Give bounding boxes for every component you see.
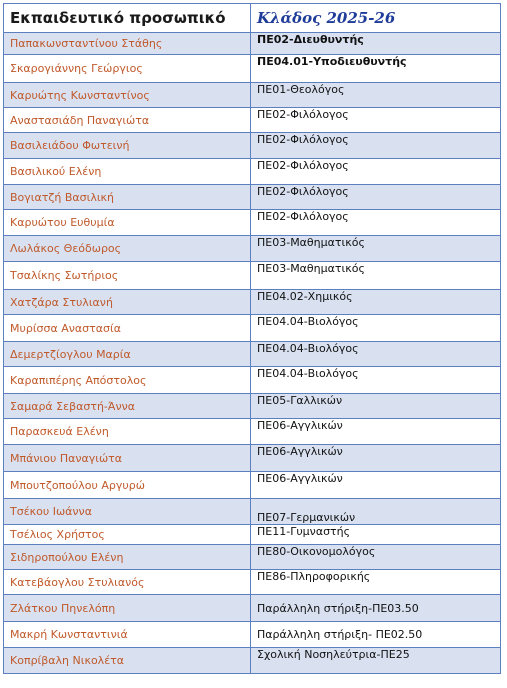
staff-specialty: ΠΕ86-Πληροφορικής — [251, 570, 501, 595]
staff-name: Βογιατζή Βασιλική — [4, 185, 251, 210]
staff-name: Κατεβάογλου Στυλιανός — [4, 570, 251, 595]
staff-specialty: ΠΕ04.04-Βιολόγος — [251, 315, 501, 342]
staff-name: Λωλάκος Θεόδωρος — [4, 236, 251, 262]
staff-body — [4, 33, 501, 674]
table-row — [4, 55, 501, 83]
staff-name: Μυρίσσα Αναστασία — [4, 315, 251, 342]
table-row — [4, 83, 501, 108]
staff-name: Χατζάρα Στυλιανή — [4, 290, 251, 315]
header-specialty: Κλάδος 2025-26 — [251, 4, 501, 33]
staff-name: Σιδηροπούλου Ελένη — [4, 545, 251, 570]
staff-specialty: ΠΕ06-Αγγλικών — [251, 472, 501, 499]
staff-specialty: ΠΕ02-Φιλόλογος — [251, 159, 501, 185]
staff-name: Τσέκου Ιωάννα — [4, 499, 251, 525]
table-row — [4, 545, 501, 570]
staff-name: Καρυώτης Κωνσταντίνος — [4, 83, 251, 108]
staff-specialty: ΠΕ06-Αγγλικών — [251, 419, 501, 445]
header-name: Εκπαιδευτικό προσωπικό — [4, 4, 251, 33]
staff-specialty: ΠΕ07-Γερμανικών — [251, 499, 501, 525]
table-row — [4, 499, 501, 525]
staff-specialty: ΠΕ04.04-Βιολόγος — [251, 342, 501, 367]
table-row — [4, 472, 501, 499]
staff-specialty: ΠΕ05-Γαλλικών — [251, 394, 501, 419]
staff-specialty: ΠΕ02-Φιλόλογος — [251, 185, 501, 210]
staff-specialty: Σχολική Νοσηλεύτρια-ΠΕ25 — [251, 648, 501, 674]
table-row — [4, 622, 501, 648]
staff-specialty: ΠΕ06-Αγγλικών — [251, 445, 501, 472]
staff-specialty: ΠΕ02-Διευθυντής — [251, 33, 501, 55]
table-row — [4, 133, 501, 159]
table-row — [4, 236, 501, 262]
staff-name: Τσαλίκης Σωτήριος — [4, 262, 251, 290]
staff-name: Τσέλιος Χρήστος — [4, 525, 251, 545]
staff-name: Βασιλειάδου Φωτεινή — [4, 133, 251, 159]
table-row — [4, 648, 501, 674]
staff-name: Παρασκευά Ελένη — [4, 419, 251, 445]
staff-specialty: ΠΕ04.04-Βιολόγος — [251, 367, 501, 394]
table-row — [4, 290, 501, 315]
staff-name: Καραπιπέρης Απόστολος — [4, 367, 251, 394]
staff-name: Βασιλικού Ελένη — [4, 159, 251, 185]
staff-name: Παπακωνσταντίνου Στάθης — [4, 33, 251, 55]
staff-specialty: ΠΕ02-Φιλόλογος — [251, 210, 501, 236]
table-row — [4, 185, 501, 210]
staff-name: Δεμερτζίογλου Μαρία — [4, 342, 251, 367]
staff-specialty: ΠΕ04.02-Χημικός — [251, 290, 501, 315]
staff-specialty: ΠΕ03-Μαθηματικός — [251, 236, 501, 262]
table-row — [4, 33, 501, 55]
staff-specialty: Παράλληλη στήριξη- ΠΕ02.50 — [251, 622, 501, 648]
staff-specialty: ΠΕ02-Φιλόλογος — [251, 133, 501, 159]
table-row — [4, 419, 501, 445]
staff-name: Μπουτζοπούλου Αργυρώ — [4, 472, 251, 499]
table-row — [4, 210, 501, 236]
table-row — [4, 262, 501, 290]
staff-specialty: ΠΕ03-Μαθηματικός — [251, 262, 501, 290]
table-row — [4, 108, 501, 133]
header-row — [4, 4, 501, 33]
staff-name: Κοπρίβαλη Νικολέτα — [4, 648, 251, 674]
table-row — [4, 595, 501, 622]
staff-specialty: ΠΕ11-Γυμναστής — [251, 525, 501, 545]
staff-name: Ζλάτκου Πηνελόπη — [4, 595, 251, 622]
staff-table — [3, 3, 501, 674]
table-row — [4, 367, 501, 394]
table-row — [4, 159, 501, 185]
staff-specialty: ΠΕ80-Οικονομολόγος — [251, 545, 501, 570]
table-row — [4, 445, 501, 472]
staff-specialty: ΠΕ02-Φιλόλογος — [251, 108, 501, 133]
staff-name: Αναστασιάδη Παναγιώτα — [4, 108, 251, 133]
table-row — [4, 570, 501, 595]
staff-name: Σκαρογιάννης Γεώργιος — [4, 55, 251, 83]
table-row — [4, 525, 501, 545]
staff-name: Σαμαρά Σεβαστή-Άννα — [4, 394, 251, 419]
staff-specialty: ΠΕ04.01-Υποδιευθυντής — [251, 55, 501, 83]
table-row — [4, 342, 501, 367]
staff-specialty: ΠΕ01-Θεολόγος — [251, 83, 501, 108]
table-row — [4, 315, 501, 342]
staff-name: Μακρή Κωνσταντινιά — [4, 622, 251, 648]
staff-name: Μπάνιου Παναγιώτα — [4, 445, 251, 472]
staff-name: Καρυώτου Ευθυμία — [4, 210, 251, 236]
staff-specialty: Παράλληλη στήριξη-ΠΕ03.50 — [251, 595, 501, 622]
table-row — [4, 394, 501, 419]
